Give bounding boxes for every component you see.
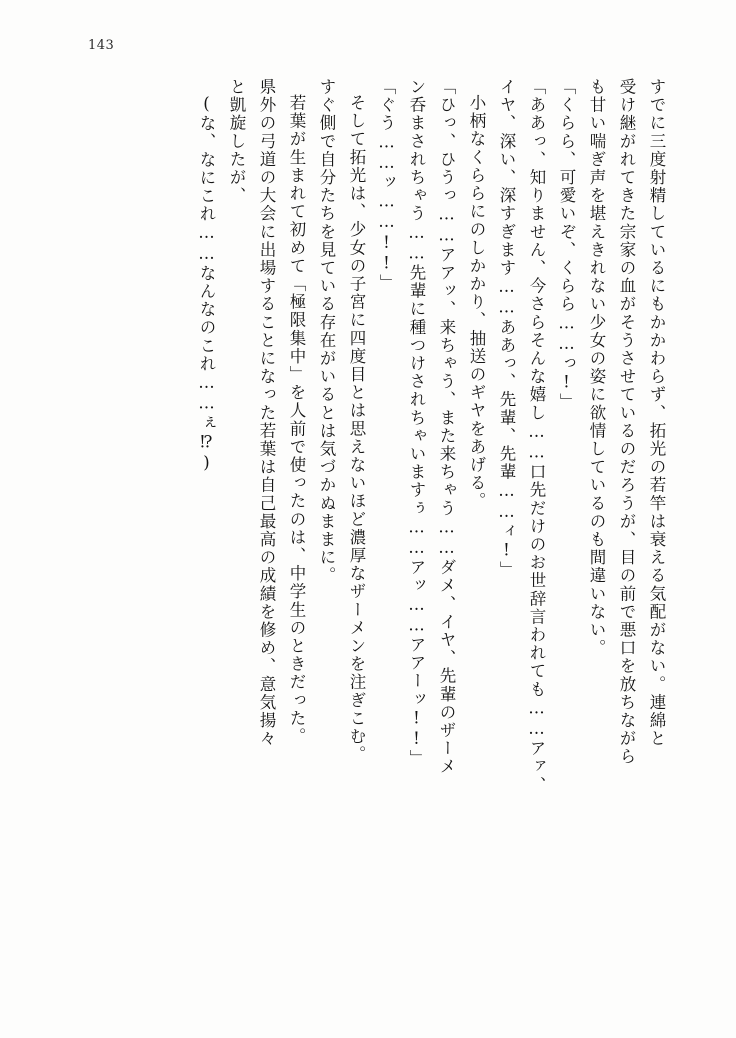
text-column: 「ひっ、ひうっ……アアッ、来ちゃう、また来ちゃう……ダメ、イヤ、先輩のザーメ — [437, 78, 456, 776]
text-column: そして拓光は、少女の子宮に四度目とは思えないほど濃厚なザーメンを注ぎこむ。 — [347, 94, 366, 764]
text-column: 「ああっ、知りません、今さらそんな嬉し……口先だけのお世辞言われても……アァ、 — [527, 78, 546, 794]
text-column: も甘い喘ぎ声を堪えきれない少女の姿に欲情しているのも間違いない。 — [587, 78, 606, 658]
text-column: すでに三度射精しているにもかかわらず、拓光の若竿は衰える気配がない。連綿と — [647, 78, 666, 748]
text-column: ン呑まされちゃう……先輩に種つけされちゃいますぅ……アッ……アアーッ!!」 — [407, 78, 426, 768]
text-column: すぐ側で自分たちを見ている存在がいるとは気づかぬままに。 — [317, 78, 336, 585]
text-column: 若葉が生まれて初めて「極限集中」を人前で使ったのは、中学生のときだった。 — [287, 94, 306, 746]
text-column: 「ぐう……ッ……!!」 — [377, 78, 396, 293]
text-column: 「くらら、可愛いぞ、くらら……っ!」 — [557, 78, 576, 412]
text-column: と凱旋したが、 — [227, 78, 246, 205]
text-column: イヤ、深い、深すぎます……ああっ、先輩、先輩……ィ!」 — [497, 78, 516, 580]
page-number: 143 — [88, 38, 115, 53]
text-column: 小柄なくららにのしかかり、抽送のギヤをあげる。 — [467, 94, 486, 511]
text-column: (な、なにこれ……なんなのこれ……ぇ⁉) — [197, 94, 216, 474]
vertical-text-block — [78, 78, 664, 958]
text-column: 受け継がれてきた宗家の血がそうさせているのだろうが、目の前で悪口を放ちながら — [617, 78, 636, 766]
text-column: 県外の弓道の大会に出場することになった若葉は自己最高の成績を修め、意気揚々 — [257, 78, 276, 748]
